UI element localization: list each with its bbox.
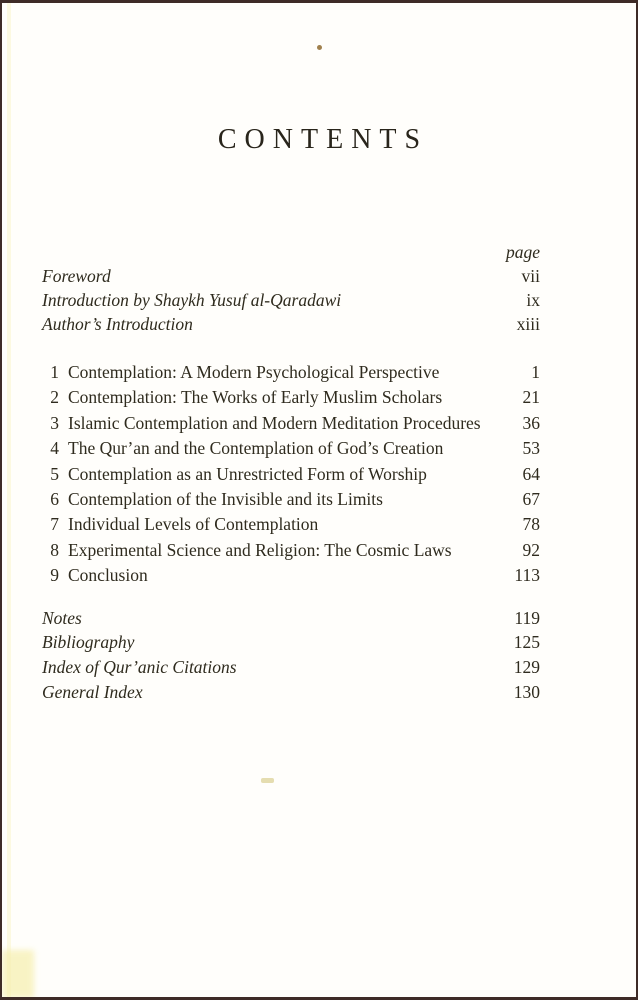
chapter-number: 6 (50, 488, 59, 509)
toc-row (42, 655, 540, 680)
chapter-number: 1 (50, 362, 59, 382)
chapters-section (42, 360, 540, 589)
toc-row (42, 436, 540, 461)
toc-entry-label: Conclusion (68, 565, 148, 586)
toc-entry-label: Contemplation: A Modern Psychological Perspective (68, 362, 440, 382)
toc-entry-page: 119 (514, 607, 540, 628)
toc-row (42, 606, 540, 631)
scan-speck (261, 778, 274, 783)
toc-row (42, 411, 540, 436)
scan-edge-left (0, 0, 2, 1000)
toc-entry-label: Bibliography (42, 632, 135, 653)
toc-row (42, 312, 540, 336)
toc-row (42, 680, 540, 705)
scan-edge-top (0, 0, 638, 3)
toc-entry-label: Index of Qur’anic Citations (42, 657, 237, 678)
toc-entry-page: 21 (522, 387, 540, 408)
toc-entry-page: vii (521, 266, 540, 286)
toc-row (42, 512, 540, 537)
toc-entry-label: Introduction by Shaykh Yusuf al-Qaradawi (42, 290, 342, 310)
table-of-contents (42, 240, 540, 705)
toc-entry-page: 67 (522, 488, 540, 509)
toc-entry-page: 1 (531, 362, 540, 382)
toc-entry-label: Experimental Science and Religion: The Cosmic Laws (68, 539, 452, 560)
chapter-number: 2 (50, 387, 59, 408)
toc-entry-page: 36 (522, 412, 540, 433)
toc-row (42, 630, 540, 655)
toc-entry-page: ix (526, 290, 540, 310)
chapter-number: 3 (50, 412, 59, 433)
toc-entry-label: Individual Levels of Contemplation (68, 514, 319, 535)
toc-entry-label: General Index (42, 681, 143, 702)
chapter-number: 9 (50, 565, 59, 586)
toc-entry-label: Contemplation: The Works of Early Muslim Scholars (68, 387, 443, 408)
toc-row (42, 288, 540, 312)
toc-entry-page: xiii (516, 314, 540, 334)
toc-entry-label: Notes (42, 607, 82, 628)
toc-entry-page: 130 (513, 681, 540, 702)
toc-entry-label: The Qur’an and the Contemplation of God’s Creation (68, 438, 444, 459)
chapter-number: 5 (50, 463, 59, 484)
chapter-number: 4 (50, 438, 59, 459)
toc-entry-page: 64 (522, 463, 540, 484)
toc-entry-page: 113 (514, 565, 540, 586)
scan-speck (317, 45, 322, 50)
toc-entry-label: Islamic Contemplation and Modern Meditation Procedures (68, 412, 481, 433)
toc-entry-page: 125 (513, 632, 540, 653)
chapter-number: 7 (50, 514, 59, 535)
toc-entry-label: Author’s Introduction (42, 314, 193, 334)
chapter-number: 8 (50, 539, 59, 560)
toc-entry-label: Contemplation of the Invisible and its Limits (68, 488, 383, 509)
toc-row (42, 462, 540, 487)
toc-row (42, 385, 540, 410)
toc-entry-label: Foreword (42, 266, 111, 286)
toc-entry-page: 78 (522, 514, 540, 535)
toc-row (42, 563, 540, 588)
toc-entry-label: Contemplation as an Unrestricted Form of Worship (68, 463, 427, 484)
toc-row (42, 264, 540, 288)
back-matter-section (42, 606, 540, 705)
scan-smudge (2, 950, 34, 998)
toc-entry-page: 129 (513, 657, 540, 678)
front-matter-section (42, 264, 540, 336)
toc-row (42, 360, 540, 385)
toc-row (42, 487, 540, 512)
page-title: CONTENTS (217, 124, 429, 155)
toc-entry-page: 92 (522, 539, 540, 560)
toc-row (42, 538, 540, 563)
page-column-label: page (505, 242, 540, 262)
toc-entry-page: 53 (522, 438, 540, 459)
